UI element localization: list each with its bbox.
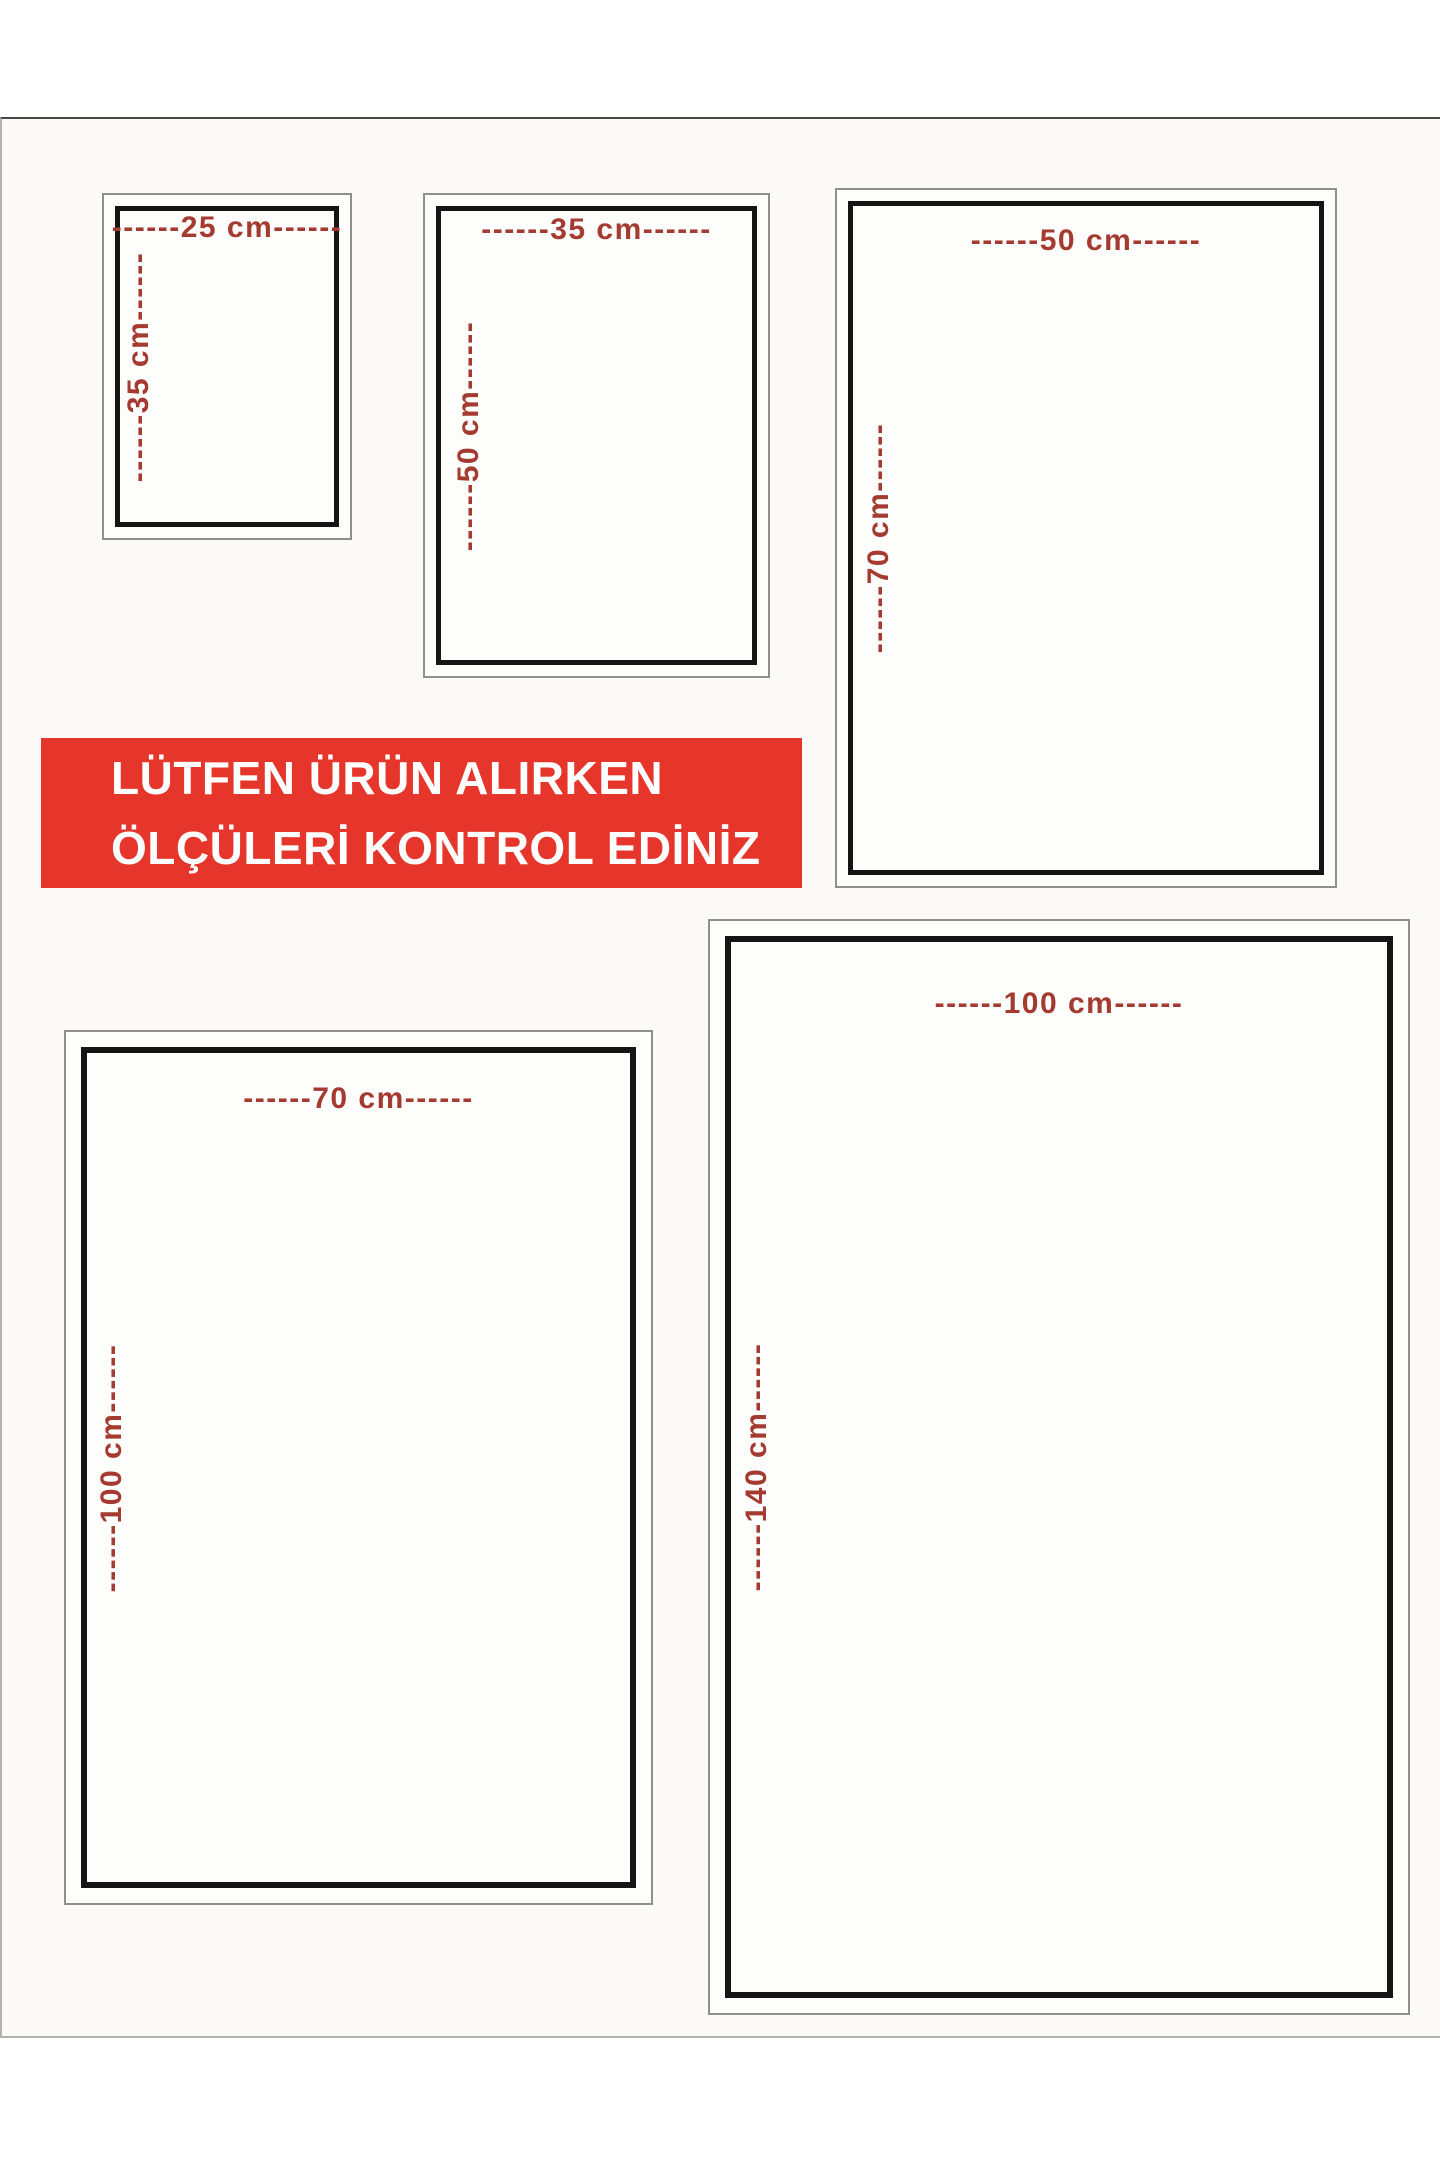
notice-banner-line1: LÜTFEN ÜRÜN ALIRKEN [111, 752, 664, 804]
height-dimension-label: ------100 cm------ [95, 1343, 128, 1592]
inner-border [81, 1047, 636, 1888]
width-dimension-label: ------25 cm------ [111, 211, 343, 244]
notice-banner [41, 738, 802, 888]
width-dimension-label: ------70 cm------ [243, 1082, 474, 1115]
inner-border [848, 201, 1324, 875]
inner-border [725, 936, 1393, 1998]
width-dimension-label: ------100 cm------ [934, 987, 1184, 1020]
height-dimension-label: ------70 cm------ [862, 422, 895, 654]
width-dimension-label: ------50 cm------ [970, 224, 1202, 257]
height-dimension-label: ------140 cm------ [740, 1342, 773, 1592]
size-frame-35x50 [423, 193, 770, 678]
size-frame-25x35 [102, 193, 352, 540]
width-dimension-label: ------35 cm------ [481, 213, 712, 246]
size-frame-100x140 [708, 919, 1410, 2015]
height-dimension-label: ------50 cm------ [452, 320, 485, 551]
notice-banner-line2: ÖLÇÜLERİ KONTROL EDİNİZ [111, 822, 761, 874]
size-frame-70x100 [64, 1030, 653, 1905]
height-dimension-label: ------35 cm------ [122, 251, 155, 482]
size-frame-50x70 [835, 188, 1337, 888]
